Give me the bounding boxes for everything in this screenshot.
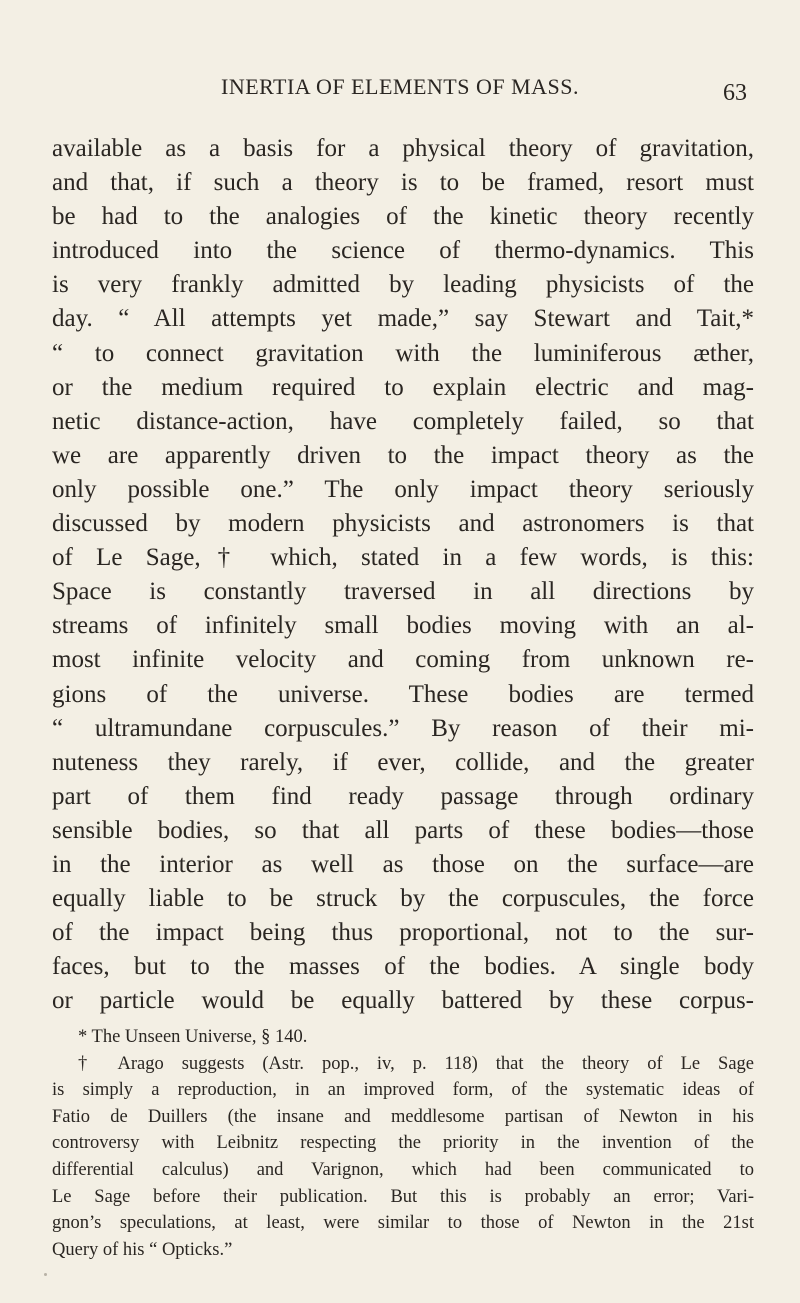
body-line: of Le Sage,† which, stated in a few words, is this: [52,544,754,572]
body-line: day. “ All attempts yet made,” say Stewart and Tait,* [52,305,754,333]
footnote-le-sage-line: is simply a reproduction, in an improved form, of the systematic ideas of [52,1080,754,1101]
running-head [0,72,800,106]
footnote-le-sage-line: differential calculus) and Varignon, which had been communicated to [52,1159,754,1180]
body-line: part of them find ready passage through ordinary [52,782,754,810]
body-line: sensible bodies, so that all parts of these bodies—those [52,816,754,844]
body-line: introduced into the science of thermo-dynamics. This [52,237,754,265]
body-line: or the medium required to explain electric and mag- [52,373,754,401]
body-line: Space is constantly traversed in all directions by [52,578,754,606]
body-line: “ ultramundane corpuscules.” By reason of their mi- [52,714,754,742]
body-line: we are apparently driven to the impact theory as the [52,441,754,469]
body-line: be had to the analogies of the kinetic theory recently [52,203,754,231]
body-line: streams of infinitely small bodies moving with an al- [52,612,754,640]
body-line: nuteness they rarely, if ever, collide, and the greater [52,748,754,776]
body-line: in the interior as well as those on the surface—are [52,850,754,878]
body-line: most infinite velocity and coming from unknown re- [52,646,754,674]
body-line: and that, if such a theory is to be framed, resort must [52,169,754,197]
body-line: “ to connect gravitation with the luminiferous æther, [52,339,754,367]
running-title: INERTIA OF ELEMENTS OF MASS. [221,74,579,99]
body-line: equally liable to be struck by the corpuscules, the force [52,885,754,913]
footnote-stewart-tait: * The Unseen Universe, § 140. [78,1027,308,1047]
body-line: gions of the universe. These bodies are termed [52,680,754,708]
body-line: faces, but to the masses of the bodies. A single body [52,953,754,981]
footnote-le-sage-line: Fatio de Duillers (the insane and meddlesome partisan of Newton in his [52,1106,754,1127]
footnote-le-sage-line: gnon’s speculations, at least, were similar to those of Newton in the 21st [52,1213,754,1234]
page-number: 63 [723,80,747,106]
paper-speck [44,1273,47,1276]
footnote-le-sage-line: Le Sage before their publication. But this is probably an error; Vari- [52,1186,754,1207]
body-line: available as a basis for a physical theory of gravitation, [52,135,754,162]
body-line: is very frankly admitted by leading physicists of the [52,271,754,299]
body-line: only possible one.” The only impact theory seriously [52,475,754,503]
footnote-le-sage-line: controversy with Leibnitz respecting the priority in the invention of the [52,1133,754,1154]
body-text [52,132,754,1018]
body-line: netic distance-action, have completely failed, so that [52,407,754,435]
body-line: or particle would be equally battered by these corpus- [52,987,754,1015]
body-line: of the impact being thus proportional, not to the sur- [52,919,754,947]
body-line: discussed by modern physicists and astronomers is that [52,510,754,538]
footnote-le-sage-line: † Arago suggests (Astr. pop., iv, p. 118) that the theory of Le Sage [78,1053,754,1074]
footnote-le-sage-line: Query of his “ Opticks.” [52,1239,233,1260]
footnotes [52,1024,754,1263]
